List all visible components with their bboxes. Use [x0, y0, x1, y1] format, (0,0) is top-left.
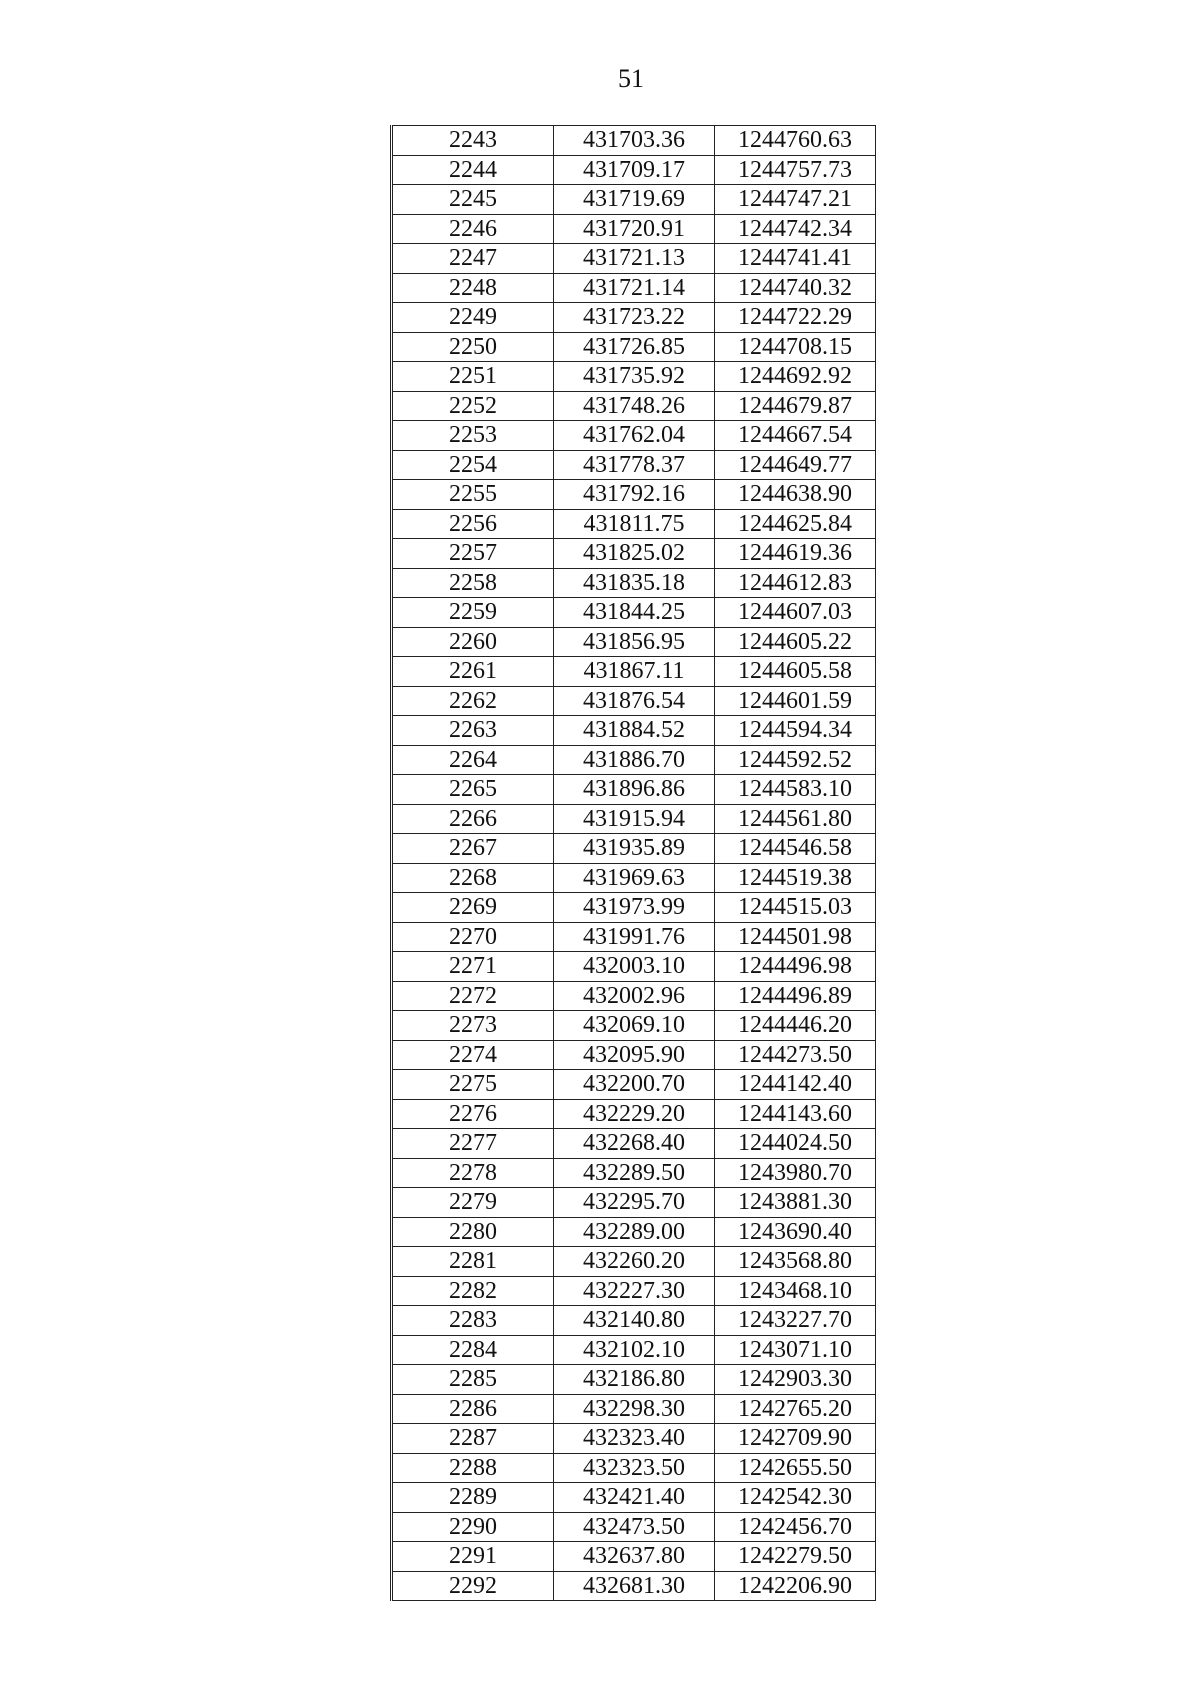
x-coordinate-cell: 431825.02 — [554, 539, 715, 569]
x-coordinate-cell: 431876.54 — [554, 686, 715, 716]
x-coordinate-cell: 432069.10 — [554, 1011, 715, 1041]
y-coordinate-cell: 1244496.98 — [715, 952, 876, 982]
y-coordinate-cell: 1244757.73 — [715, 155, 876, 185]
page-number: 51 — [618, 64, 644, 93]
point-number-cell: 2251 — [392, 362, 554, 392]
x-coordinate-cell: 432260.20 — [554, 1247, 715, 1277]
y-coordinate-cell: 1244679.87 — [715, 391, 876, 421]
table-row — [392, 332, 876, 362]
table-row — [392, 126, 876, 156]
y-coordinate-cell: 1244649.77 — [715, 450, 876, 480]
y-coordinate-cell: 1244273.50 — [715, 1040, 876, 1070]
point-number-cell: 2266 — [392, 804, 554, 834]
table-row — [392, 450, 876, 480]
x-coordinate-cell: 431811.75 — [554, 509, 715, 539]
x-coordinate-cell: 432186.80 — [554, 1365, 715, 1395]
x-coordinate-cell: 431973.99 — [554, 893, 715, 923]
x-coordinate-cell: 431935.89 — [554, 834, 715, 864]
x-coordinate-cell: 432681.30 — [554, 1571, 715, 1601]
x-coordinate-cell: 431886.70 — [554, 745, 715, 775]
coordinates-table — [390, 125, 876, 1601]
coordinates-table-body — [392, 126, 876, 1601]
y-coordinate-cell: 1243881.30 — [715, 1188, 876, 1218]
point-number-cell: 2278 — [392, 1158, 554, 1188]
point-number-cell: 2269 — [392, 893, 554, 923]
table-row — [392, 834, 876, 864]
point-number-cell: 2245 — [392, 185, 554, 215]
x-coordinate-cell: 431703.36 — [554, 126, 715, 156]
y-coordinate-cell: 1242542.30 — [715, 1483, 876, 1513]
y-coordinate-cell: 1244760.63 — [715, 126, 876, 156]
x-coordinate-cell: 432002.96 — [554, 981, 715, 1011]
y-coordinate-cell: 1244142.40 — [715, 1070, 876, 1100]
y-coordinate-cell: 1244692.92 — [715, 362, 876, 392]
y-coordinate-cell: 1244583.10 — [715, 775, 876, 805]
table-row — [392, 1217, 876, 1247]
x-coordinate-cell: 431792.16 — [554, 480, 715, 510]
y-coordinate-cell: 1243980.70 — [715, 1158, 876, 1188]
y-coordinate-cell: 1244625.84 — [715, 509, 876, 539]
table-row — [392, 1571, 876, 1601]
x-coordinate-cell: 432095.90 — [554, 1040, 715, 1070]
table-row — [392, 1276, 876, 1306]
table-row — [392, 1070, 876, 1100]
y-coordinate-cell: 1243468.10 — [715, 1276, 876, 1306]
table-row — [392, 391, 876, 421]
table-row — [392, 1247, 876, 1277]
table-row — [392, 362, 876, 392]
point-number-cell: 2259 — [392, 598, 554, 628]
y-coordinate-cell: 1243227.70 — [715, 1306, 876, 1336]
x-coordinate-cell: 432295.70 — [554, 1188, 715, 1218]
y-coordinate-cell: 1244612.83 — [715, 568, 876, 598]
table-row — [392, 509, 876, 539]
table-row — [392, 1011, 876, 1041]
y-coordinate-cell: 1242279.50 — [715, 1542, 876, 1572]
x-coordinate-cell: 432003.10 — [554, 952, 715, 982]
y-coordinate-cell: 1244667.54 — [715, 421, 876, 451]
point-number-cell: 2244 — [392, 155, 554, 185]
y-coordinate-cell: 1242903.30 — [715, 1365, 876, 1395]
x-coordinate-cell: 431969.63 — [554, 863, 715, 893]
x-coordinate-cell: 432229.20 — [554, 1099, 715, 1129]
point-number-cell: 2254 — [392, 450, 554, 480]
table-row — [392, 185, 876, 215]
table-row — [392, 1099, 876, 1129]
y-coordinate-cell: 1242456.70 — [715, 1512, 876, 1542]
table-row — [392, 155, 876, 185]
y-coordinate-cell: 1242206.90 — [715, 1571, 876, 1601]
table-row — [392, 1512, 876, 1542]
y-coordinate-cell: 1244607.03 — [715, 598, 876, 628]
x-coordinate-cell: 431835.18 — [554, 568, 715, 598]
point-number-cell: 2283 — [392, 1306, 554, 1336]
x-coordinate-cell: 431720.91 — [554, 214, 715, 244]
point-number-cell: 2249 — [392, 303, 554, 333]
point-number-cell: 2267 — [392, 834, 554, 864]
point-number-cell: 2257 — [392, 539, 554, 569]
point-number-cell: 2285 — [392, 1365, 554, 1395]
y-coordinate-cell: 1244601.59 — [715, 686, 876, 716]
table-row — [392, 421, 876, 451]
point-number-cell: 2277 — [392, 1129, 554, 1159]
point-number-cell: 2256 — [392, 509, 554, 539]
y-coordinate-cell: 1244605.58 — [715, 657, 876, 687]
x-coordinate-cell: 431844.25 — [554, 598, 715, 628]
point-number-cell: 2274 — [392, 1040, 554, 1070]
point-number-cell: 2263 — [392, 716, 554, 746]
table-row — [392, 686, 876, 716]
x-coordinate-cell: 431726.85 — [554, 332, 715, 362]
y-coordinate-cell: 1244561.80 — [715, 804, 876, 834]
point-number-cell: 2247 — [392, 244, 554, 274]
point-number-cell: 2292 — [392, 1571, 554, 1601]
x-coordinate-cell: 431735.92 — [554, 362, 715, 392]
table-row — [392, 480, 876, 510]
y-coordinate-cell: 1244742.34 — [715, 214, 876, 244]
y-coordinate-cell: 1244501.98 — [715, 922, 876, 952]
y-coordinate-cell: 1244143.60 — [715, 1099, 876, 1129]
y-coordinate-cell: 1244638.90 — [715, 480, 876, 510]
point-number-cell: 2282 — [392, 1276, 554, 1306]
table-row — [392, 568, 876, 598]
point-number-cell: 2276 — [392, 1099, 554, 1129]
x-coordinate-cell: 432323.40 — [554, 1424, 715, 1454]
point-number-cell: 2255 — [392, 480, 554, 510]
table-row — [392, 657, 876, 687]
table-row — [392, 863, 876, 893]
x-coordinate-cell: 432289.00 — [554, 1217, 715, 1247]
point-number-cell: 2262 — [392, 686, 554, 716]
table-row — [392, 981, 876, 1011]
y-coordinate-cell: 1242765.20 — [715, 1394, 876, 1424]
y-coordinate-cell: 1244605.22 — [715, 627, 876, 657]
table-row — [392, 1394, 876, 1424]
table-row — [392, 1483, 876, 1513]
x-coordinate-cell: 432323.50 — [554, 1453, 715, 1483]
point-number-cell: 2280 — [392, 1217, 554, 1247]
table-row — [392, 1365, 876, 1395]
table-row — [392, 1129, 876, 1159]
y-coordinate-cell: 1244496.89 — [715, 981, 876, 1011]
x-coordinate-cell: 432473.50 — [554, 1512, 715, 1542]
x-coordinate-cell: 431748.26 — [554, 391, 715, 421]
x-coordinate-cell: 432421.40 — [554, 1483, 715, 1513]
y-coordinate-cell: 1244446.20 — [715, 1011, 876, 1041]
point-number-cell: 2246 — [392, 214, 554, 244]
point-number-cell: 2260 — [392, 627, 554, 657]
point-number-cell: 2270 — [392, 922, 554, 952]
y-coordinate-cell: 1244592.52 — [715, 745, 876, 775]
table-row — [392, 1424, 876, 1454]
point-number-cell: 2291 — [392, 1542, 554, 1572]
point-number-cell: 2261 — [392, 657, 554, 687]
x-coordinate-cell: 432200.70 — [554, 1070, 715, 1100]
table-row — [392, 1542, 876, 1572]
x-coordinate-cell: 431762.04 — [554, 421, 715, 451]
point-number-cell: 2272 — [392, 981, 554, 1011]
table-row — [392, 244, 876, 274]
y-coordinate-cell: 1244722.29 — [715, 303, 876, 333]
point-number-cell: 2284 — [392, 1335, 554, 1365]
point-number-cell: 2286 — [392, 1394, 554, 1424]
table-row — [392, 952, 876, 982]
y-coordinate-cell: 1244515.03 — [715, 893, 876, 923]
x-coordinate-cell: 431721.14 — [554, 273, 715, 303]
point-number-cell: 2250 — [392, 332, 554, 362]
point-number-cell: 2271 — [392, 952, 554, 982]
point-number-cell: 2258 — [392, 568, 554, 598]
y-coordinate-cell: 1244619.36 — [715, 539, 876, 569]
x-coordinate-cell: 431915.94 — [554, 804, 715, 834]
x-coordinate-cell: 431709.17 — [554, 155, 715, 185]
point-number-cell: 2265 — [392, 775, 554, 805]
x-coordinate-cell: 432227.30 — [554, 1276, 715, 1306]
table-row — [392, 745, 876, 775]
x-coordinate-cell: 431896.86 — [554, 775, 715, 805]
table-row — [392, 1040, 876, 1070]
x-coordinate-cell: 432102.10 — [554, 1335, 715, 1365]
x-coordinate-cell: 431991.76 — [554, 922, 715, 952]
table-row — [392, 598, 876, 628]
y-coordinate-cell: 1244747.21 — [715, 185, 876, 215]
y-coordinate-cell: 1244708.15 — [715, 332, 876, 362]
point-number-cell: 2273 — [392, 1011, 554, 1041]
point-number-cell: 2281 — [392, 1247, 554, 1277]
x-coordinate-cell: 431867.11 — [554, 657, 715, 687]
x-coordinate-cell: 432298.30 — [554, 1394, 715, 1424]
point-number-cell: 2264 — [392, 745, 554, 775]
point-number-cell: 2288 — [392, 1453, 554, 1483]
table-row — [392, 539, 876, 569]
x-coordinate-cell: 432268.40 — [554, 1129, 715, 1159]
y-coordinate-cell: 1244519.38 — [715, 863, 876, 893]
x-coordinate-cell: 432637.80 — [554, 1542, 715, 1572]
table-row — [392, 1453, 876, 1483]
table-row — [392, 804, 876, 834]
point-number-cell: 2275 — [392, 1070, 554, 1100]
point-number-cell: 2290 — [392, 1512, 554, 1542]
y-coordinate-cell: 1244594.34 — [715, 716, 876, 746]
x-coordinate-cell: 431884.52 — [554, 716, 715, 746]
table-row — [392, 775, 876, 805]
table-row — [392, 214, 876, 244]
y-coordinate-cell: 1244740.32 — [715, 273, 876, 303]
x-coordinate-cell: 432140.80 — [554, 1306, 715, 1336]
table-row — [392, 922, 876, 952]
y-coordinate-cell: 1242709.90 — [715, 1424, 876, 1454]
table-row — [392, 716, 876, 746]
x-coordinate-cell: 432289.50 — [554, 1158, 715, 1188]
point-number-cell: 2248 — [392, 273, 554, 303]
point-number-cell: 2268 — [392, 863, 554, 893]
point-number-cell: 2287 — [392, 1424, 554, 1454]
point-number-cell: 2252 — [392, 391, 554, 421]
x-coordinate-cell: 431778.37 — [554, 450, 715, 480]
x-coordinate-cell: 431721.13 — [554, 244, 715, 274]
y-coordinate-cell: 1244546.58 — [715, 834, 876, 864]
point-number-cell: 2253 — [392, 421, 554, 451]
table-row — [392, 1335, 876, 1365]
y-coordinate-cell: 1243071.10 — [715, 1335, 876, 1365]
table-row — [392, 303, 876, 333]
y-coordinate-cell: 1242655.50 — [715, 1453, 876, 1483]
table-row — [392, 627, 876, 657]
y-coordinate-cell: 1243568.80 — [715, 1247, 876, 1277]
x-coordinate-cell: 431856.95 — [554, 627, 715, 657]
table-row — [392, 1158, 876, 1188]
table-row — [392, 1306, 876, 1336]
table-row — [392, 1188, 876, 1218]
point-number-cell: 2289 — [392, 1483, 554, 1513]
y-coordinate-cell: 1244741.41 — [715, 244, 876, 274]
point-number-cell: 2279 — [392, 1188, 554, 1218]
point-number-cell: 2243 — [392, 126, 554, 156]
x-coordinate-cell: 431723.22 — [554, 303, 715, 333]
table-row — [392, 893, 876, 923]
table-row — [392, 273, 876, 303]
y-coordinate-cell: 1244024.50 — [715, 1129, 876, 1159]
y-coordinate-cell: 1243690.40 — [715, 1217, 876, 1247]
x-coordinate-cell: 431719.69 — [554, 185, 715, 215]
